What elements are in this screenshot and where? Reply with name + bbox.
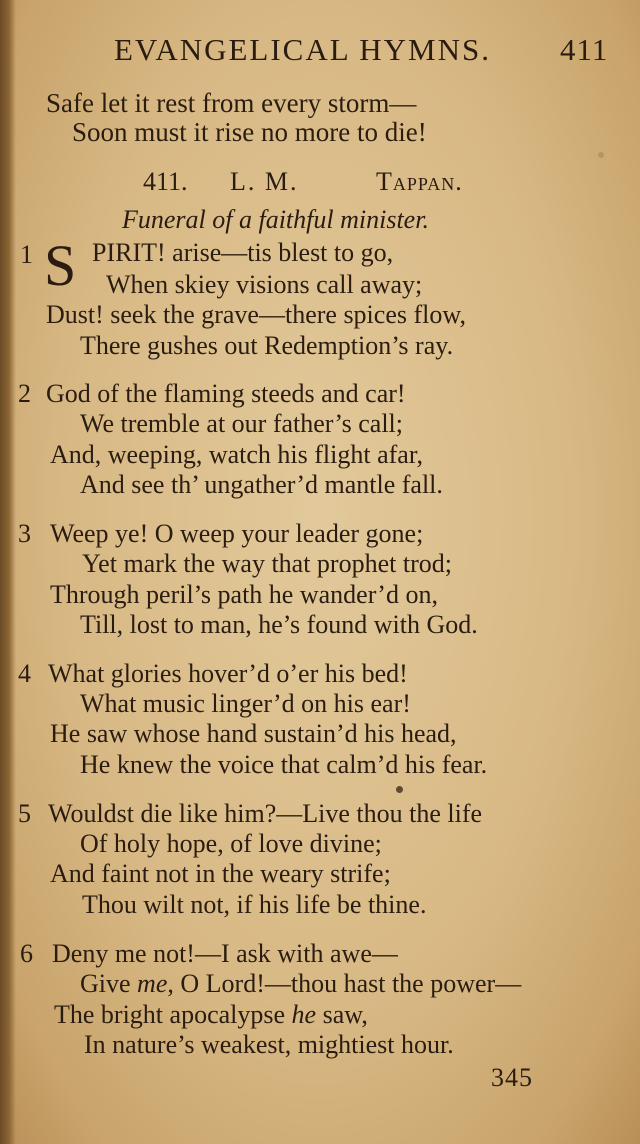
binding-edge (0, 0, 16, 1144)
verse-number: 1 (20, 240, 33, 269)
verse-line: There gushes out Redemption’s ray. (80, 331, 454, 360)
verse-line: Wouldst die like him?—Live thou the life (48, 799, 483, 828)
verse-line: He saw whose hand sustain’d his head, (50, 719, 457, 748)
verse-line: And, weeping, watch his flight afar, (50, 440, 423, 469)
hymn-meter: L. M. (230, 167, 299, 196)
verse-line: Till, lost to man, he’s found with God. (80, 610, 478, 639)
running-header (0, 32, 640, 72)
verse-line: Dust! seek the grave—there spices flow, (46, 300, 466, 329)
verse-line: Through peril’s path he wander’d on, (50, 580, 438, 609)
verse-line: And faint not in the weary strife; (50, 859, 391, 888)
running-title: EVANGELICAL HYMNS. (114, 32, 491, 67)
verse-line: He knew the voice that calm’d his fear. (80, 750, 488, 779)
text-run: The bright apocalypse (54, 1000, 292, 1029)
verse-line (54, 1002, 368, 1028)
verse-line: In nature’s weakest, mightiest hour. (84, 1030, 454, 1059)
closing-line: Safe let it rest from every storm— (46, 88, 417, 118)
ink-spot (396, 786, 403, 793)
signature-mark: 345 (491, 1063, 533, 1092)
verse-line (80, 971, 521, 997)
hymn-tune: Tappan. (376, 167, 463, 196)
verse-line: And see th’ ungather’d mantle fall. (80, 470, 443, 499)
verse-line: What music linger’d on his ear! (80, 689, 411, 718)
text-run: Give (80, 969, 138, 998)
verse-line: God of the flaming steeds and car! (46, 379, 406, 408)
emphasis: he (291, 1000, 317, 1029)
verse-line: Of holy hope, of love divine; (80, 829, 382, 858)
verse-number: 3 (18, 519, 31, 548)
drop-cap: S (44, 233, 77, 298)
page-number: 411 (560, 32, 609, 67)
verse-number: 5 (18, 799, 31, 828)
verse-number: 2 (18, 379, 31, 408)
hymn-number: 411. (143, 167, 188, 196)
verse-number: 4 (18, 659, 31, 688)
verse-line: What glories hover’d o’er his bed! (48, 659, 408, 688)
closing-line: Soon must it rise no more to die! (72, 117, 427, 147)
verse-line: We tremble at our father’s call; (80, 409, 404, 438)
verse-line: Yet mark the way that prophet trod; (82, 549, 452, 578)
verse-line: When skiey visions call away; (106, 270, 423, 299)
emphasis: me (137, 969, 168, 998)
verse-line: Weep ye! O weep your leader gone; (50, 519, 424, 548)
ink-spot (598, 152, 604, 158)
verse-line: Deny me not!—I ask with awe— (52, 939, 398, 968)
hymn-subtitle: Funeral of a faithful minister. (122, 205, 429, 234)
verse-line: Thou wilt not, if his life be thine. (82, 890, 427, 919)
text-run: saw, (316, 1000, 368, 1029)
verse-line: PIRIT! arise—tis blest to go, (92, 238, 394, 267)
text-run: , O Lord!—thou hast the power— (167, 969, 522, 998)
verse-number: 6 (20, 939, 33, 968)
